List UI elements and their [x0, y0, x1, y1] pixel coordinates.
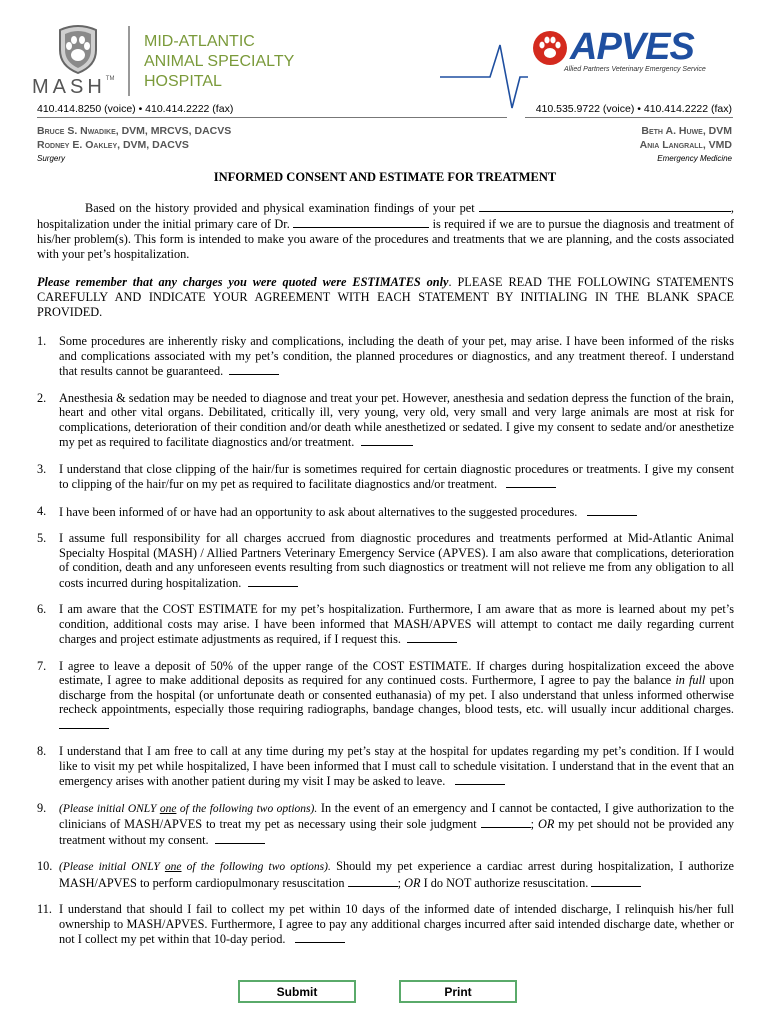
statement-item: 3. I understand that close clipping of the hair/fur is sometimes required for certain diagnostic procedures or treatments. I give my consent to clipping of the hair/fur on my pet as required to facilitate diagnostics and/or treatment. — [37, 461, 734, 491]
doctors-emergency — [640, 124, 732, 166]
statement-item: 8. I understand that I am free to call at any time during my pet’s stay at the hospital for updates regarding my pet’s condition. If I would like to visit my pet while hospitalized, I have been informed that I must call to schedule visitation. I understand that in the event that an emergency arises with another patient during my visit I may be asked to leave. — [37, 744, 734, 788]
phone-right: 410.535.9722 (voice) • 410.414.2222 (fax) — [535, 103, 732, 115]
phone-left: 410.414.8250 (voice) • 410.414.2222 (fax) — [37, 103, 234, 115]
submit-button[interactable]: Submit — [238, 980, 356, 1003]
trademark-mark: TM — [105, 76, 115, 82]
statement-item: 9. (Please initial ONLY one of the following two options). In the event of an emergency and I cannot be contacted, I give authorization to the clinicians of MASH/APVES to treat my pet as necessary using their sole judgment ; OR my pet should not be provided any treatment without my consent. — [37, 800, 734, 847]
statement-item: 10. (Please initial ONLY one of the following two options). Should my pet experience a cardiac arrest during hospitalization, I authorize MASH/APVES to perform cardiopulmonary resuscitation ; OR I do NOT authorize resuscitation. — [37, 859, 735, 890]
pet-name-blank[interactable] — [479, 200, 731, 212]
doctor-name: Bruce S. Nwadike, DVM, MRCVS, DACVS — [37, 125, 232, 137]
statement-item: 6. I am aware that the COST ESTIMATE for my pet’s hospitalization. Furthermore, I am aware that as more is learned about my pet’s condition, additional costs may arise. I have been informed that MASH/APVES will attempt to contact me daily regarding current charges and project estimate adjustments as required, if I request this. — [37, 602, 734, 646]
apves-wordmark: APVES — [570, 26, 694, 68]
initial-blank[interactable] — [59, 717, 109, 729]
initial-blank[interactable] — [587, 504, 637, 516]
doctor-name: Beth A. Huwe, DVM — [641, 125, 732, 137]
hospital-name: MID-ATLANTIC ANIMAL SPECIALTY HOSPITAL — [144, 33, 295, 90]
initial-blank-authorize[interactable] — [481, 816, 531, 828]
initial-blank[interactable] — [361, 434, 413, 446]
initial-blank-cpr[interactable] — [348, 875, 398, 887]
mash-wordmark: MASH™ — [32, 76, 115, 98]
consent-statements — [37, 334, 734, 959]
doctors-surgery — [37, 124, 231, 166]
initial-blank-no-treatment[interactable] — [215, 832, 265, 844]
initial-blank[interactable] — [407, 631, 457, 643]
header-rule-left — [37, 117, 507, 118]
apves-logo — [530, 26, 730, 82]
specialty-label: Emergency Medicine — [657, 154, 732, 163]
statement-item: 11. I understand that should I fail to collect my pet within 10 days of the informed date of intended discharge, I relinquish his/her full ownership to MASH/APVES. Furthermore, I agree to pay any additional charges incurred after said intended discharge date, whether or not I collect my pet within that 10-day period. — [37, 902, 734, 946]
apves-tagline: Allied Partners Veterinary Emergency Service — [564, 66, 706, 73]
red-paw-cross-icon — [530, 28, 570, 68]
specialty-label: Surgery — [37, 154, 66, 163]
doctor-name-blank[interactable] — [293, 216, 429, 228]
statement-item: 1. Some procedures are inherently risky and complications, including the death of your pet, may arise. I have been informed of the risks and complications associated with my pet’s condition, the planned procedures or diagnostics, and any treatment thereof. I understand that results cannot be guaranteed. — [37, 334, 734, 378]
initial-blank[interactable] — [229, 363, 279, 375]
initial-blank[interactable] — [295, 931, 345, 943]
print-button[interactable]: Print — [399, 980, 517, 1003]
statement-item: 5. I assume full responsibility for all charges accrued from diagnostic procedures and treatments performed at Mid-Atlantic Animal Specialty Hospital (MASH) / Allied Partners Veterinary Emergency Service (APVES). I am also aware that complications, deterioration of condition, death and any unforeseen events resulting from such diagnostics or treatment will not relieve me from any obligation to all costs incurred during hospitalization. — [37, 531, 734, 590]
initial-blank[interactable] — [506, 476, 556, 488]
statement-item: 4. I have been informed of or have had an opportunity to ask about alternatives to the suggested procedures. — [37, 504, 734, 520]
initial-blank[interactable] — [248, 575, 298, 587]
notice-paragraph: Please remember that any charges you were quoted were ESTIMATES only. PLEASE READ THE FOLLOWING STATEMENTS CAREFULLY AND INDICATE YOUR AGREEMENT WITH EACH STATEMENT BY INITIALING IN THE BLANK SPACE PROVIDED. — [37, 275, 734, 319]
statement-item: 2. Anesthesia & sedation may be needed to diagnose and treat your pet. However, anesthesia and sedation depress the function of the brain, heart and other vital organs. Debilitated, critically ill, very young, very old, very small and very large animals are most at risk for complications, deterioration of their condition and/or death while anesthetized or sedated. I give my consent to sedate and/or anesthetize my pet as required to facilitate diagnostics and/or treatment. — [37, 390, 734, 449]
initial-blank-no-cpr[interactable] — [591, 875, 641, 887]
initial-blank[interactable] — [455, 773, 505, 785]
doctor-name: Rodney E. Oakley, DVM, DACVS — [37, 139, 189, 151]
statement-item: 7. I agree to leave a deposit of 50% of the upper range of the COST ESTIMATE. If charges during hospitalization exceed the above estimate, I agree to make additional deposits as required for any continued costs. Furthermore, I agree to pay the balance in full upon discharge from the hospital (or unfortunate death or consented euthanasia) of my pet. I also understand that unless informed otherwise recheck appointments, especially those requiring radiographs, bandage changes, blood tests, etc. will usually incur additional charges. — [37, 659, 734, 733]
doctor-name: Ania Langrall, VMD — [639, 139, 732, 151]
intro-paragraph: Based on the history provided and physical examination findings of your pet , hospitalization under the initial primary care of Dr. is required if we are to pursue the diagnosis and treatment of his/her problem(s). This form is intended to make you aware of the procedures and treatments that we are planning, and the costs associated with your pet’s hospitalization. — [37, 201, 735, 261]
form-title: INFORMED CONSENT AND ESTIMATE FOR TREATMENT — [213, 170, 557, 184]
header-rule-right — [525, 117, 733, 118]
